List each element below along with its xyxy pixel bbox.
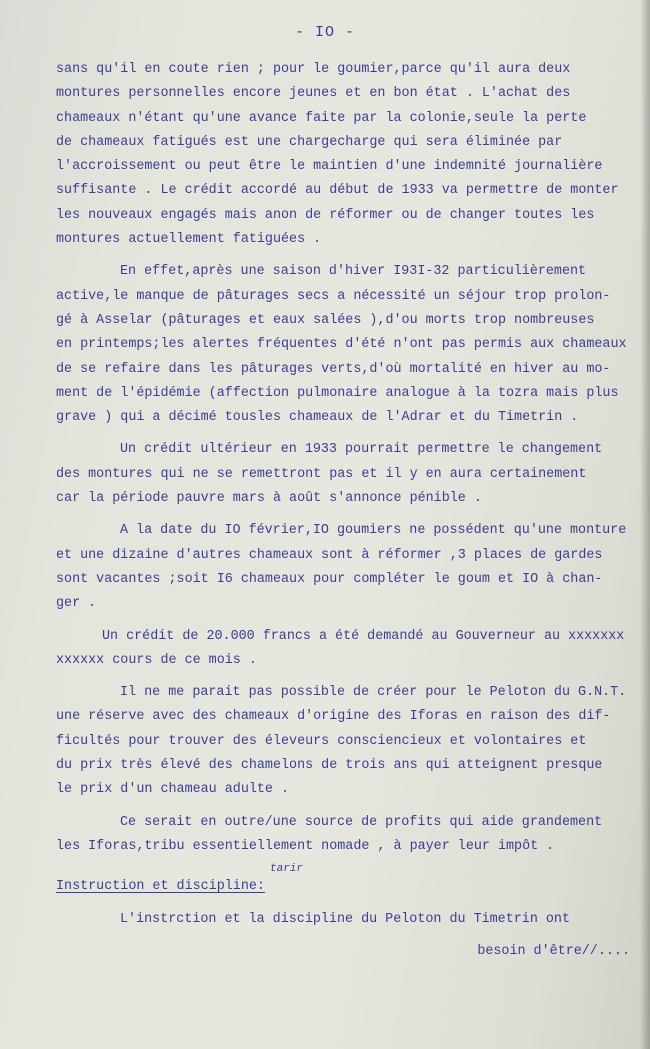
text-line: montures actuellement fatiguées . bbox=[56, 232, 322, 248]
text-line: et une dizaine d'autres chameaux sont à réformer ,3 places de gardes bbox=[56, 547, 603, 563]
closing-line bbox=[56, 940, 640, 964]
heading-text: Instruction et discipline: bbox=[56, 879, 265, 895]
text-line: en printemps;les alertes fréquentes d'été n'ont pas permis aux chameaux bbox=[56, 337, 627, 353]
text-line: Il ne me parait pas possible de créer pour le Peloton du G.N.T. bbox=[120, 685, 627, 701]
text-line: sont vacantes ;soit I6 chameaux pour compléter le goum et IO à chan- bbox=[56, 571, 603, 587]
text-line: le prix d'un chameau adulte . bbox=[56, 782, 290, 798]
text-line: A la date du IO février,IO goumiers ne possédent qu'une monture bbox=[120, 523, 627, 539]
paragraph-7 bbox=[56, 811, 640, 860]
text-line: une réserve avec des chameaux d'origine des Iforas en raison des dif- bbox=[56, 709, 611, 725]
section-heading bbox=[56, 875, 640, 899]
text-line: les nouveaux engagés mais anon de réformer ou de changer toutes les bbox=[56, 207, 595, 223]
text-line: Un crédit ultérieur en 1933 pourrait permettre le changement bbox=[120, 442, 603, 458]
text-line: de se refaire dans les pâturages verts,d'où mortalité en hiver au mo- bbox=[56, 361, 611, 377]
text-line: l'accroissement ou peut être le maintien d'une indemnité journalière bbox=[56, 159, 603, 175]
text-line: besoin d'être//.... bbox=[477, 943, 630, 959]
paragraph-5 bbox=[56, 625, 640, 674]
text-line: xxxxxx cours de ce mois . bbox=[56, 652, 257, 668]
text-line: ger . bbox=[56, 596, 97, 612]
text-line: des montures qui ne se remettront pas et il y en aura certainement bbox=[56, 466, 587, 482]
text-line: grave ) qui a décimé tousles chameaux de l'Adrar et du Timetrin . bbox=[56, 410, 579, 426]
handwritten-annotation: tarir bbox=[270, 863, 304, 875]
paragraph-8 bbox=[56, 908, 640, 932]
text-line: les Iforas,tribu essentiellement nomade , à payer leur impôt . bbox=[56, 838, 555, 854]
text-line: du prix très élevé des chamelons de trois ans qui atteignent presque bbox=[56, 758, 603, 774]
text-line: En effet,après une saison d'hiver I93I-32 particulièrement bbox=[120, 264, 587, 280]
text-line: gé à Asselar (pâturages et eaux salées ),d'ou morts trop nombreuses bbox=[56, 312, 595, 328]
paragraph-3 bbox=[56, 438, 640, 511]
paragraph-2 bbox=[56, 260, 640, 430]
text-line: ficultés pour trouver des éleveurs consciencieux et volontaires et bbox=[56, 733, 587, 749]
text-line: ment de l'épidémie (affection pulmonaire analogue à la tozra mais plus bbox=[56, 385, 619, 401]
text-line: Ce serait en outre/une source de profits qui aide grandement bbox=[120, 814, 603, 830]
text-line: Un crédit de 20.000 francs a été demandé au Gouverneur au xxxxxxx bbox=[102, 628, 625, 644]
text-line: suffisante . Le crédit accordé au début de 1933 va permettre de monter bbox=[56, 183, 619, 199]
paragraph-4 bbox=[56, 519, 640, 616]
text-line: de chameaux fatigués est une chargecharge qui sera éliminée par bbox=[56, 134, 563, 150]
paragraph-6 bbox=[56, 681, 640, 802]
text-line: car la période pauvre mars à août s'annonce pénible . bbox=[56, 491, 482, 507]
page-number: - IO - bbox=[294, 24, 355, 41]
text-line: sans qu'il en coute rien ; pour le goumier,parce qu'il aura deux bbox=[56, 62, 571, 77]
text-line: chameaux n'étant qu'une avance faite par la colonie,seule la perte bbox=[56, 110, 587, 126]
text-line: L'instrction et la discipline du Peloton du Timetrin ont bbox=[120, 911, 570, 927]
body-text bbox=[56, 58, 640, 964]
text-line: active,le manque de pâturages secs a nécessité un séjour trop prolon- bbox=[56, 288, 611, 304]
paragraph-1 bbox=[56, 58, 640, 252]
text-line: montures personnelles encore jeunes et en bon état . L'achat des bbox=[56, 86, 571, 102]
